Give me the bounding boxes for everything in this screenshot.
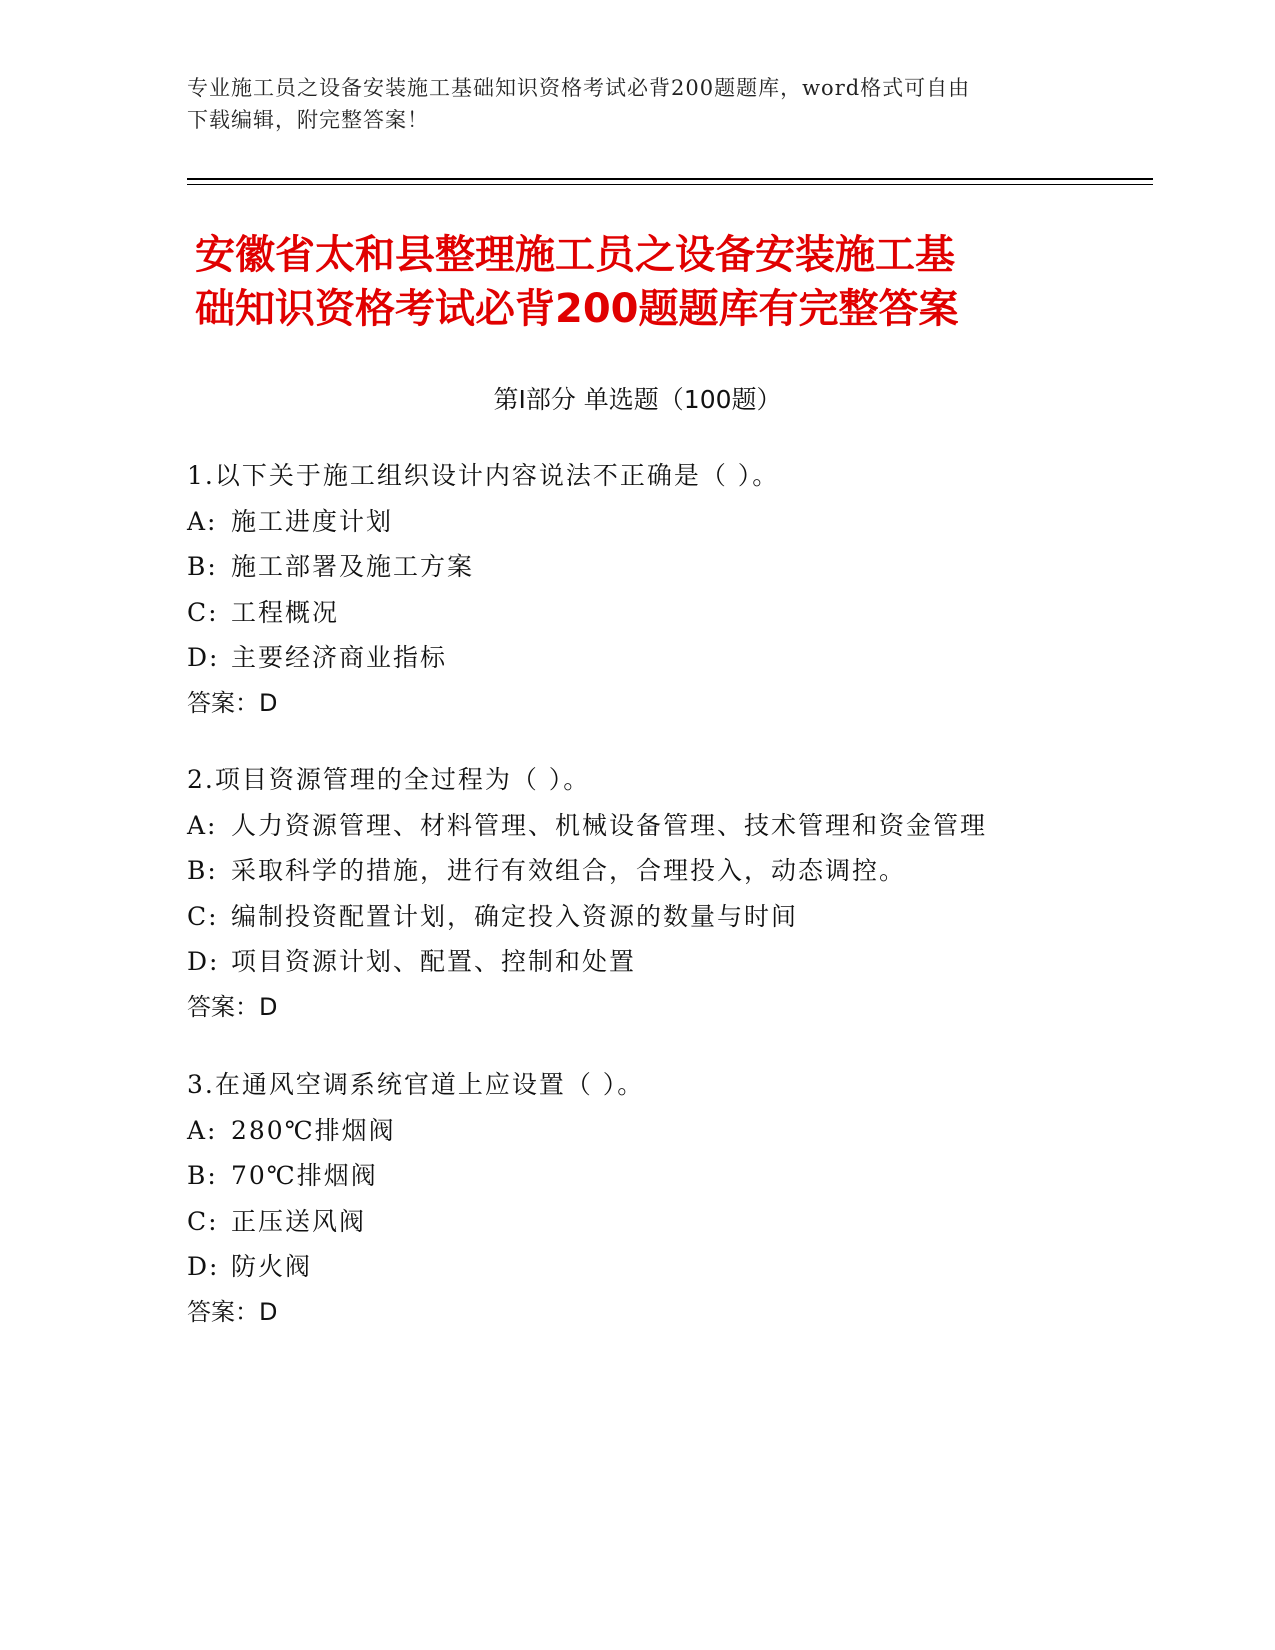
option-text: 280℃排烟阀 bbox=[231, 1115, 396, 1145]
option-b bbox=[187, 544, 1107, 590]
option-text: 项目资源计划、配置、控制和处置 bbox=[231, 947, 637, 976]
option-a bbox=[187, 499, 1107, 545]
option-text: 主要经济商业指标 bbox=[231, 643, 448, 672]
option-label: C: bbox=[187, 597, 219, 627]
answer-text: 答案：D bbox=[187, 1297, 278, 1326]
answer-text: 答案：D bbox=[187, 688, 278, 717]
option-text: 施工部署及施工方案 bbox=[231, 552, 475, 581]
question-item bbox=[187, 757, 1107, 1030]
header-divider-thin bbox=[187, 184, 1153, 185]
option-b bbox=[187, 1153, 1107, 1199]
document-title-line-1: 安徽省太和县整理施工员之设备安装施工基 bbox=[195, 232, 955, 278]
header-divider-thick bbox=[187, 178, 1153, 180]
option-d bbox=[187, 939, 1107, 985]
header-note-line-2: 下载编辑，附完整答案！ bbox=[187, 108, 429, 132]
document-title bbox=[195, 228, 1075, 336]
option-label: A: bbox=[187, 506, 218, 536]
question-item bbox=[187, 453, 1107, 726]
option-text: 工程概况 bbox=[231, 597, 340, 627]
question-stem: 3.在通风空调系统官道上应设置（ ）。 bbox=[187, 1070, 645, 1099]
option-label: B: bbox=[187, 552, 218, 581]
option-label: D: bbox=[187, 643, 220, 672]
option-label: D: bbox=[187, 1252, 220, 1281]
header-note-line-1: 专业施工员之设备安装施工基础知识资格考试必背200题题库，word格式可自由 bbox=[187, 76, 971, 100]
option-text: 人力资源管理、材料管理、机械设备管理、技术管理和资金管理 bbox=[231, 810, 988, 840]
option-text: 防火阀 bbox=[231, 1252, 313, 1281]
section-heading: 第Ⅰ部分 单选题（100题） bbox=[493, 385, 782, 414]
option-text: 正压送风阀 bbox=[231, 1206, 367, 1236]
option-a bbox=[187, 1108, 1107, 1154]
option-label: C: bbox=[187, 1206, 219, 1236]
option-a bbox=[187, 803, 1107, 849]
option-label: D: bbox=[187, 947, 220, 976]
option-text: 编制投资配置计划，确定投入资源的数量与时间 bbox=[231, 901, 799, 931]
option-text: 采取科学的措施，进行有效组合，合理投入，动态调控。 bbox=[231, 856, 907, 885]
document-title-line-2: 础知识资格考试必背200题题库有完整答案 bbox=[195, 286, 959, 332]
option-d bbox=[187, 1244, 1107, 1290]
option-text: 施工进度计划 bbox=[231, 506, 394, 536]
header-note bbox=[187, 72, 1067, 136]
option-text: 70℃排烟阀 bbox=[231, 1161, 378, 1190]
question-item bbox=[187, 1062, 1107, 1335]
option-label: C: bbox=[187, 901, 219, 931]
option-label: A: bbox=[187, 810, 218, 840]
option-b bbox=[187, 848, 1107, 894]
option-label: A: bbox=[187, 1115, 218, 1145]
option-label: B: bbox=[187, 856, 218, 885]
option-c bbox=[187, 894, 1107, 940]
answer-text: 答案：D bbox=[187, 992, 278, 1021]
option-d bbox=[187, 635, 1107, 681]
option-label: B: bbox=[187, 1161, 218, 1190]
option-c bbox=[187, 1199, 1107, 1245]
question-stem: 2.项目资源管理的全过程为（ ）。 bbox=[187, 765, 591, 794]
option-c bbox=[187, 590, 1107, 636]
question-stem: 1.以下关于施工组织设计内容说法不正确是（ ）。 bbox=[187, 461, 780, 490]
